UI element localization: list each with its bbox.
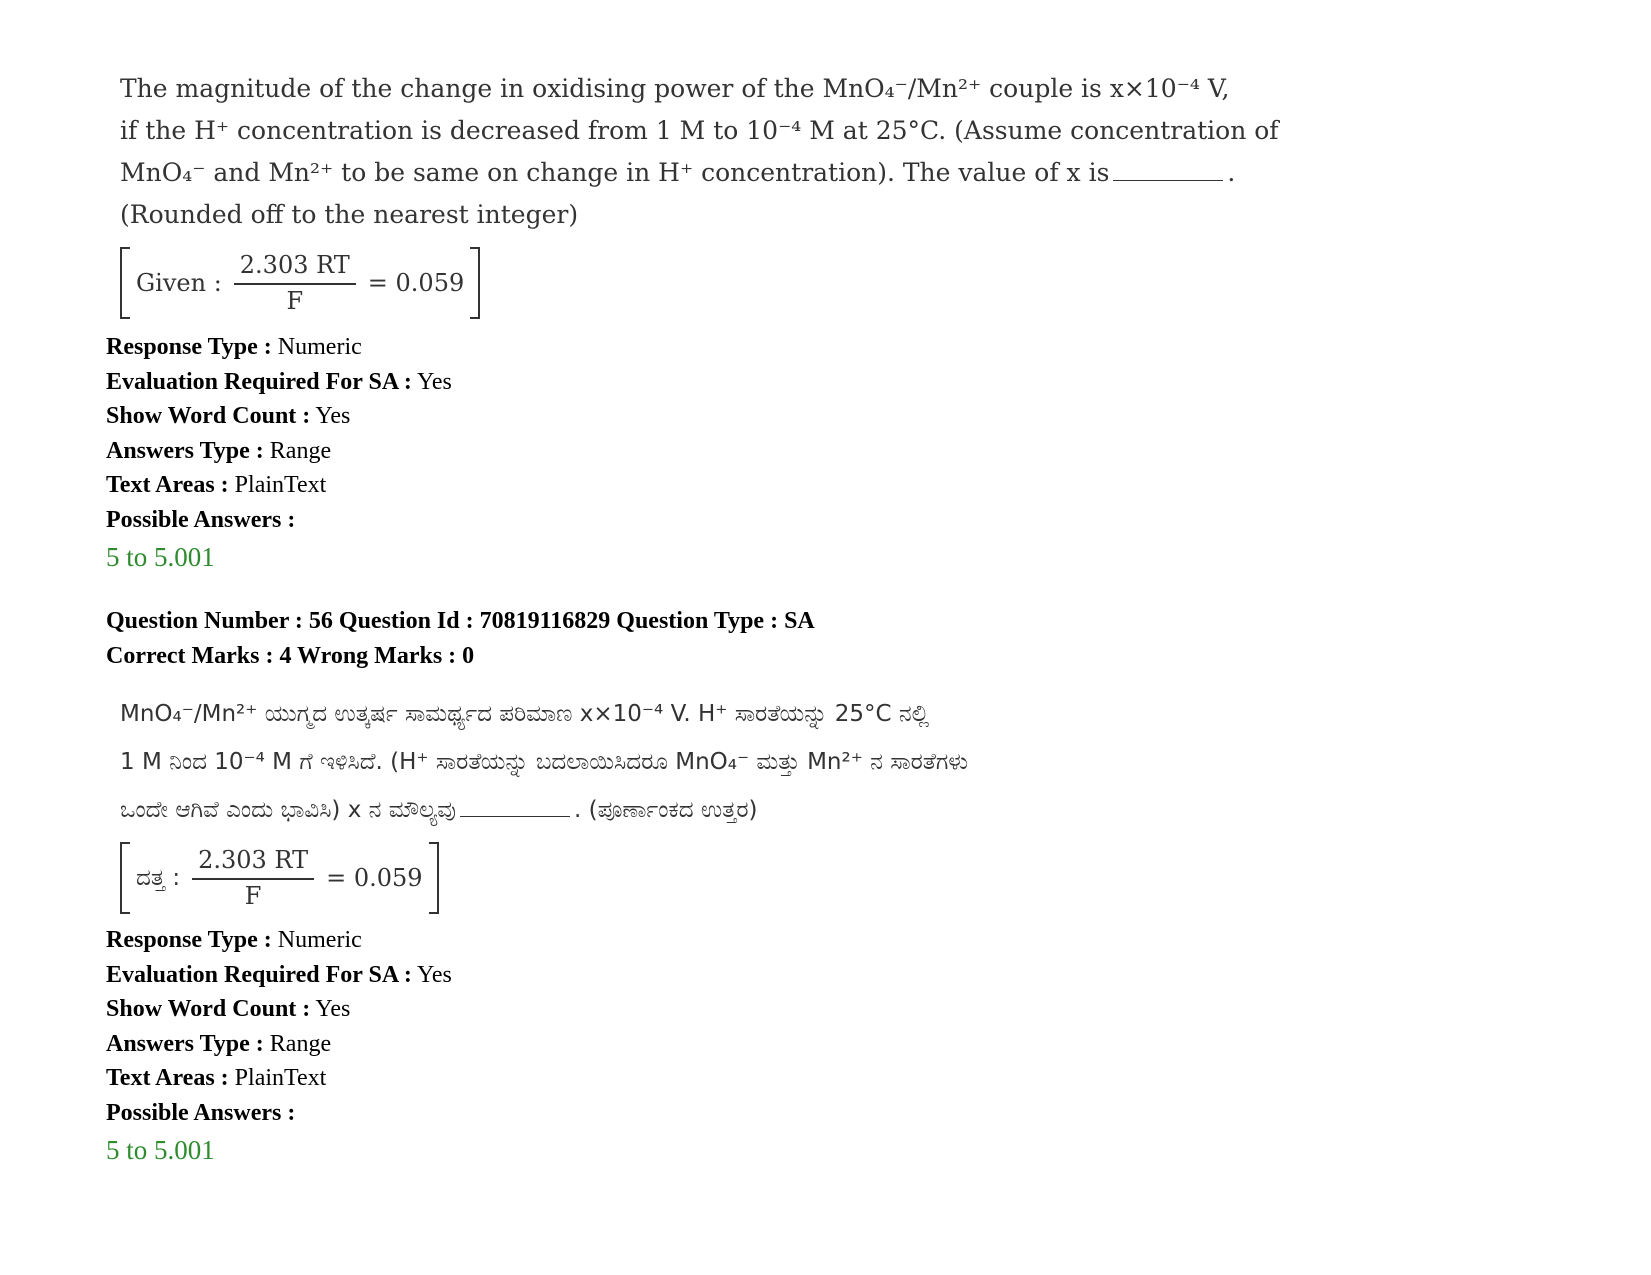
marks-line: Correct Marks : 4 Wrong Marks : 0	[106, 642, 475, 669]
question-55-line-3-text: MnO₄⁻ and Mn²⁺ to be same on change in H⁺ concentration). The value of x is	[120, 158, 1110, 187]
question-55-given	[120, 247, 480, 319]
text-areas-label: Text Areas :	[106, 472, 229, 498]
fraction-numerator: 2.303 RT	[192, 846, 314, 880]
given-label: ದತ್ತ :	[136, 865, 181, 891]
answers-type-value: Range	[269, 437, 332, 464]
question-56-line-2: 1 M ನಿಂದ 10⁻⁴ M ಗೆ ಇಳಿಸಿದೆ. (H⁺ ಸಾರತೆಯನ್ನು ಬದಲಾಯಿಸಿದರೂ MnO₄⁻ ಮತ್ತು Mn²⁺ ನ ಸಾರತೆಗಳು	[120, 749, 969, 775]
question-55-line-1: The magnitude of the change in oxidising power of the MnO₄⁻/Mn²⁺ couple is x×10⁻⁴ V,	[120, 74, 1230, 103]
answer-blank	[460, 816, 570, 817]
question-56-line-3-end: . (ಪೂರ್ಣಾಂಕದ ಉತ್ತರ)	[574, 797, 758, 823]
question-55-meta	[106, 330, 452, 577]
text-areas-row	[106, 1061, 452, 1096]
text-areas-value: PlainText	[234, 1065, 327, 1091]
answers-type-row	[106, 434, 452, 469]
word-count-label: Show Word Count :	[106, 996, 311, 1022]
response-type-row	[106, 330, 452, 365]
word-count-row	[106, 399, 452, 434]
text-areas-label: Text Areas :	[106, 1065, 229, 1091]
response-type-label: Response Type :	[106, 334, 272, 360]
question-56-line-3	[120, 786, 1220, 834]
question-56-line-1: MnO₄⁻/Mn²⁺ ಯುಗ್ಮದ ಉತ್ಕರ್ಷ ಸಾಮರ್ಥ್ಯದ ಪರಿಮಾಣ x×10⁻⁴ V. H⁺ ಸಾರತೆಯನ್ನು 25°C ನಲ್ಲಿ	[120, 701, 930, 727]
possible-answer-value: 5 to 5.001	[106, 1135, 215, 1165]
right-bracket	[470, 247, 480, 319]
possible-answer-value: 5 to 5.001	[106, 542, 215, 572]
word-count-value: Yes	[315, 996, 351, 1022]
answers-type-row	[106, 1027, 452, 1062]
response-type-label: Response Type :	[106, 927, 272, 953]
evaluation-value: Yes	[416, 368, 452, 395]
question-56-text	[120, 690, 1220, 834]
fraction-denominator: F	[244, 882, 262, 910]
question-56-line-3-text: ಒಂದೇ ಆಗಿವೆ ಎಂದು ಭಾವಿಸಿ) x ನ ಮೌಲ್ಯವು	[120, 797, 456, 823]
possible-answers-row	[106, 503, 452, 538]
word-count-label: Show Word Count :	[106, 403, 311, 429]
fraction-denominator: F	[286, 287, 304, 315]
given-fraction	[234, 251, 356, 315]
evaluation-row	[106, 958, 452, 993]
question-55-text	[120, 68, 1279, 236]
fraction-numerator: 2.303 RT	[234, 251, 356, 285]
word-count-value: Yes	[315, 403, 351, 429]
question-56-meta	[106, 923, 452, 1170]
question-55-line-3-end: .	[1227, 158, 1236, 187]
question-55-line-4: (Rounded off to the nearest integer)	[120, 200, 579, 229]
left-bracket	[120, 247, 130, 319]
answer-blank	[1113, 180, 1223, 181]
possible-answers-label: Possible Answers :	[106, 506, 296, 533]
question-number-line: Question Number : 56 Question Id : 70819116829 Question Type : SA	[106, 608, 815, 634]
response-type-value: Numeric	[277, 927, 362, 953]
evaluation-value: Yes	[416, 961, 452, 988]
answers-type-label: Answers Type :	[106, 1030, 264, 1057]
question-56-header	[106, 604, 815, 673]
possible-answers-row	[106, 1096, 452, 1131]
question-55-line-3	[120, 152, 1236, 194]
left-bracket	[120, 842, 130, 914]
text-areas-row	[106, 468, 452, 503]
answers-type-value: Range	[269, 1030, 332, 1057]
word-count-row	[106, 992, 452, 1027]
question-56-given	[120, 842, 439, 914]
response-type-value: Numeric	[277, 334, 362, 360]
evaluation-row	[106, 365, 452, 400]
given-value: = 0.059	[367, 269, 465, 297]
answers-type-label: Answers Type :	[106, 437, 264, 464]
given-fraction	[192, 846, 314, 910]
evaluation-label: Evaluation Required For SA :	[106, 961, 412, 988]
given-value: = 0.059	[326, 864, 423, 892]
text-areas-value: PlainText	[234, 472, 327, 498]
right-bracket	[429, 842, 439, 914]
given-label: Given :	[136, 269, 222, 297]
response-type-row	[106, 923, 452, 958]
evaluation-label: Evaluation Required For SA :	[106, 368, 412, 395]
question-55-line-2: if the H⁺ concentration is decreased from 1 M to 10⁻⁴ M at 25°C. (Assume concentration of	[120, 116, 1279, 145]
possible-answers-label: Possible Answers :	[106, 1099, 296, 1126]
